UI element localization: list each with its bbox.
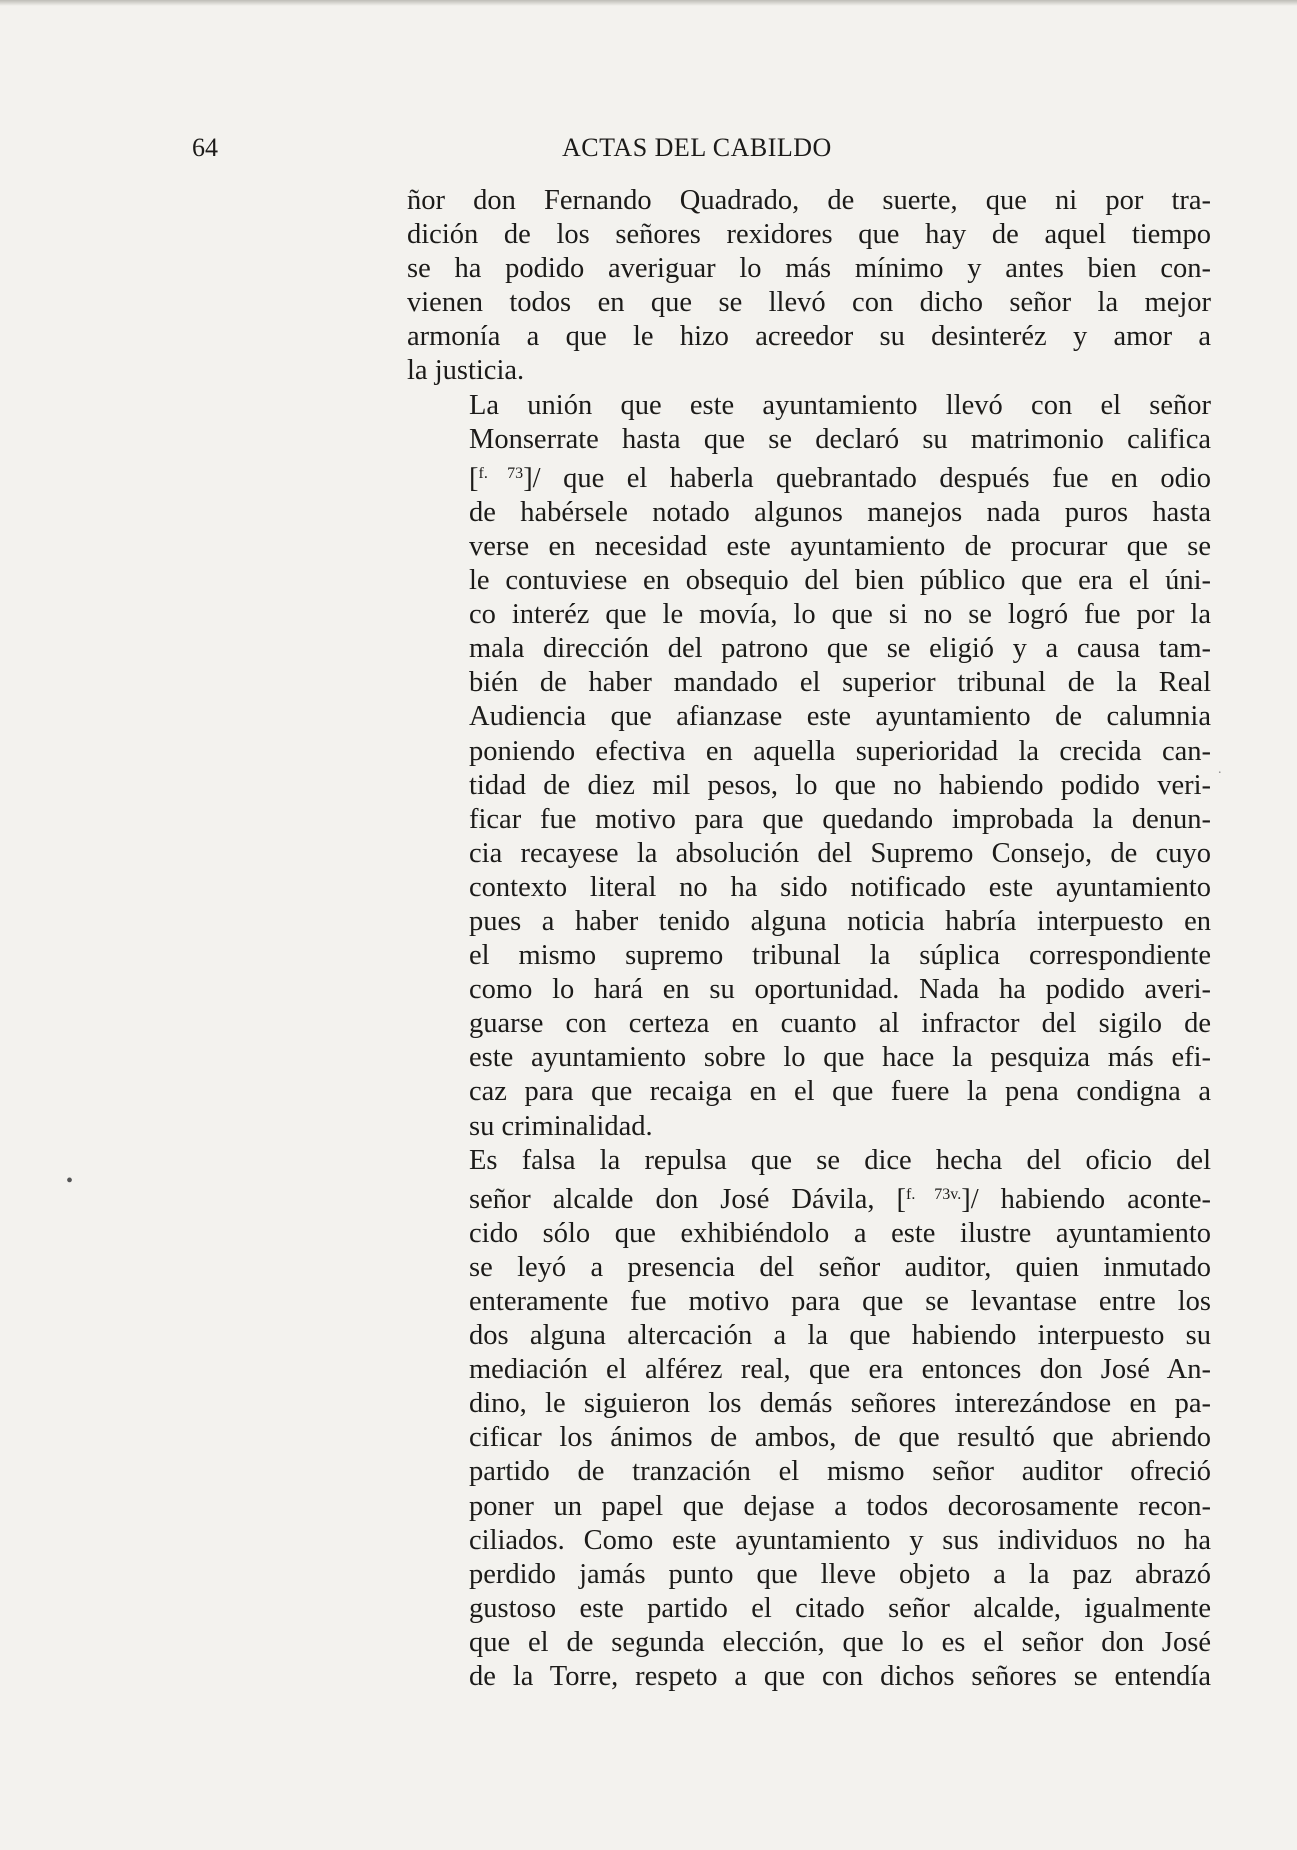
text-line: dos alguna altercación a la que habiendo interpuesto su [469, 1320, 1211, 1352]
text-line: enteramente fue motivo para que se levantase entre los [469, 1286, 1211, 1317]
text-line: Es falsa la repulsa que se dice hecha del oficio del [469, 1144, 1211, 1176]
text-line: la justicia. [407, 355, 525, 387]
page-number: 64 [192, 133, 218, 162]
folio-reference: f. 73v. [906, 1185, 962, 1203]
text-line: pues a haber tenido alguna noticia habría interpuesto en [469, 905, 1211, 937]
text-line: mala dirección del patrono que se eligió y a causa tam- [469, 633, 1211, 665]
running-head: ACTAS DEL CABILDO [562, 133, 832, 162]
text-line: vienen todos en que se llevó con dicho señor la mejor [407, 287, 1211, 319]
text-line: ciliados. Como este ayuntamiento y sus individuos no ha [469, 1524, 1211, 1556]
text-line: señor alcalde don José Dávila, [$^{f. 73v.}$]/ habiendo aconte- [469, 1183, 1211, 1215]
text-line: co interéz que le movía, lo que si no se logró fue por la [469, 599, 1211, 631]
text-line: partido de tranzación el mismo señor auditor ofreció [469, 1456, 1211, 1488]
paragraph [407, 389, 1211, 1144]
body-text [407, 184, 1211, 1694]
text-line: su criminalidad. [469, 1110, 653, 1142]
text-line: [$^{f. 73}$]/ que el haberla quebrantado después fue en odio [469, 462, 1211, 494]
text-line: ficar fue motivo para que quedando improbada la denun- [469, 803, 1211, 835]
text-line: poniendo efectiva en aquella superioridad la crecida can- [469, 735, 1211, 767]
page-top-edge [0, 0, 1297, 6]
text-line: contexto literal no ha sido notificado este ayuntamiento [469, 871, 1211, 903]
text-line: el mismo supremo tribunal la súplica correspondiente [469, 940, 1211, 972]
text-line: armonía a que le hizo acreedor su desinteréz y amor a [407, 321, 1211, 353]
text-line: ñor don Fernando Quadrado, de suerte, que ni por tra- [407, 185, 1211, 216]
text-line: este ayuntamiento sobre lo que hace la pesquiza más efi- [469, 1042, 1211, 1074]
text-line: La unión que este ayuntamiento llevó con el señor [469, 389, 1211, 421]
text-line: gustoso este partido el citado señor alcalde, igualmente [469, 1592, 1211, 1624]
text-line: Monserrate hasta que se declaró su matrimonio califica [469, 423, 1211, 455]
text-line: perdido jamás punto que lleve objeto a la paz abrazó [469, 1558, 1211, 1590]
text-line: Audiencia que afianzase este ayuntamiento de calumnia [469, 701, 1211, 733]
text-line: se leyó a presencia del señor auditor, quien inmutado [469, 1251, 1211, 1283]
text-line: le contuviese en obsequio del bien público que era el úni- [469, 565, 1211, 597]
text-line: se ha podido averiguar lo más mínimo y antes bien con- [407, 253, 1211, 285]
text-line: de habérsele notado algunos manejos nada puros hasta [469, 496, 1211, 528]
text-line: de la Torre, respeto a que con dichos señores se entendía [469, 1661, 1211, 1693]
text-line: tidad de diez mil pesos, lo que no habiendo podido veri- [469, 769, 1211, 801]
text-line: caz para que recaiga en el que fuere la pena condigna a [469, 1076, 1211, 1108]
text-line: cido sólo que exhibiéndolo a este ilustre ayuntamiento [469, 1217, 1211, 1249]
text-line: cia recayese la absolución del Supremo Consejo, de cuyo [469, 837, 1211, 869]
text-line: que el de segunda elección, que lo es el señor don José [469, 1626, 1211, 1658]
text-line: dición de los señores rexidores que hay de aquel tiempo [407, 219, 1211, 251]
text-line: como lo hará en su oportunidad. Nada ha podido averi- [469, 974, 1211, 1006]
margin-dot: . [1218, 762, 1222, 777]
text-line: bién de haber mandado el superior tribunal de la Real [469, 667, 1211, 699]
text-line: verse en necesidad este ayuntamiento de procurar que se [469, 530, 1211, 562]
text-line: mediación el alférez real, que era entonces don José An- [469, 1354, 1211, 1386]
text-line: dino, le siguieron los demás señores interezándose en pa- [469, 1388, 1211, 1420]
text-line: poner un papel que dejase a todos decorosamente recon- [469, 1490, 1211, 1522]
paragraph [407, 184, 1211, 389]
margin-mark: • [66, 1170, 74, 1192]
text-line: guarse con certeza en cuanto al infractor del sigilo de [469, 1008, 1211, 1040]
text-line: cificar los ánimos de ambos, de que resultó que abriendo [469, 1422, 1211, 1454]
paragraph [407, 1144, 1211, 1695]
folio-reference: f. 73 [478, 464, 524, 482]
